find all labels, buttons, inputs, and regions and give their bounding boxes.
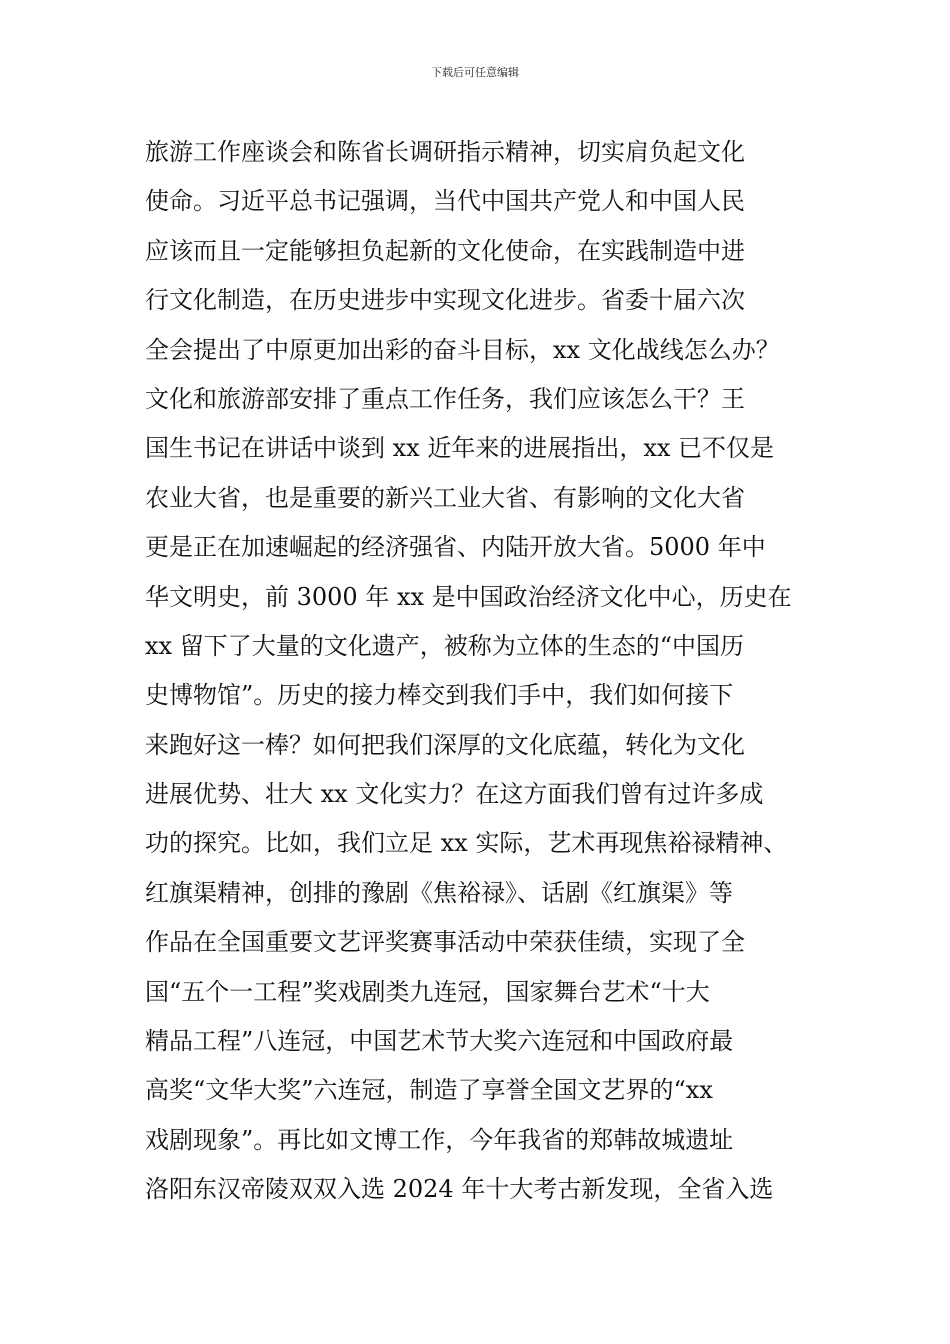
text-line: 更是正在加速崛起的经济强省、内陆开放大省。5000 年中 <box>145 533 766 562</box>
text-line: 国生书记在讲话中谈到 xx 近年来的进展指出，xx 已不仅是 <box>145 434 775 463</box>
text-line: 全会提出了中原更加出彩的奋斗目标，xx 文化战线怎么办？ <box>145 335 780 364</box>
text-line: 戏剧现象”。再比如文博工作，今年我省的郑韩故城遗址 <box>145 1125 734 1154</box>
text-line: xx 留下了大量的文化遗产，被称为立体的生态的“中国历 <box>145 631 744 660</box>
text-line: 华文明史，前 3000 年 xx 是中国政治经济文化中心，历史在 <box>145 582 792 611</box>
text-line: 史博物馆”。历史的接力棒交到我们手中，我们如何接下 <box>145 681 734 710</box>
text-line: 文化和旅游部安排了重点工作任务，我们应该怎么干？王 <box>145 384 745 413</box>
text-line: 国“五个一工程”奖戏剧类九连冠，国家舞台艺术“十大 <box>145 977 710 1006</box>
page-header: 下载后可任意编辑 <box>431 66 519 79</box>
text-line: 应该而且一定能够担负起新的文化使命，在实践制造中进 <box>145 236 745 265</box>
text-line: 农业大省，也是重要的新兴工业大省、有影响的文化大省 <box>145 483 745 512</box>
body-text <box>145 128 825 1215</box>
text-line: 高奖“文华大奖”六连冠，制造了享誉全国文艺界的“xx <box>145 1076 713 1105</box>
text-line: 作品在全国重要文艺评奖赛事活动中荣获佳绩，实现了全 <box>145 928 745 957</box>
text-line: 功的探究。比如，我们立足 xx 实际，艺术再现焦裕禄精神、 <box>145 829 788 858</box>
text-line: 红旗渠精神，创排的豫剧《焦裕禄》、话剧《红旗渠》等 <box>145 878 733 907</box>
text-line: 洛阳东汉帝陵双双入选 2024 年十大考古新发现，全省入选 <box>145 1175 774 1204</box>
text-line: 行文化制造，在历史进步中实现文化进步。省委十届六次 <box>145 286 745 315</box>
text-line: 来跑好这一棒？如何把我们深厚的文化底蕴，转化为文化 <box>145 730 745 759</box>
text-line: 旅游工作座谈会和陈省长调研指示精神，切实肩负起文化 <box>145 138 745 166</box>
text-line: 精品工程”八连冠，中国艺术节大奖六连冠和中国政府最 <box>145 1027 734 1056</box>
text-line: 使命。习近平总书记强调，当代中国共产党人和中国人民 <box>145 187 745 216</box>
text-line: 进展优势、壮大 xx 文化实力？在这方面我们曾有过许多成 <box>145 780 764 809</box>
